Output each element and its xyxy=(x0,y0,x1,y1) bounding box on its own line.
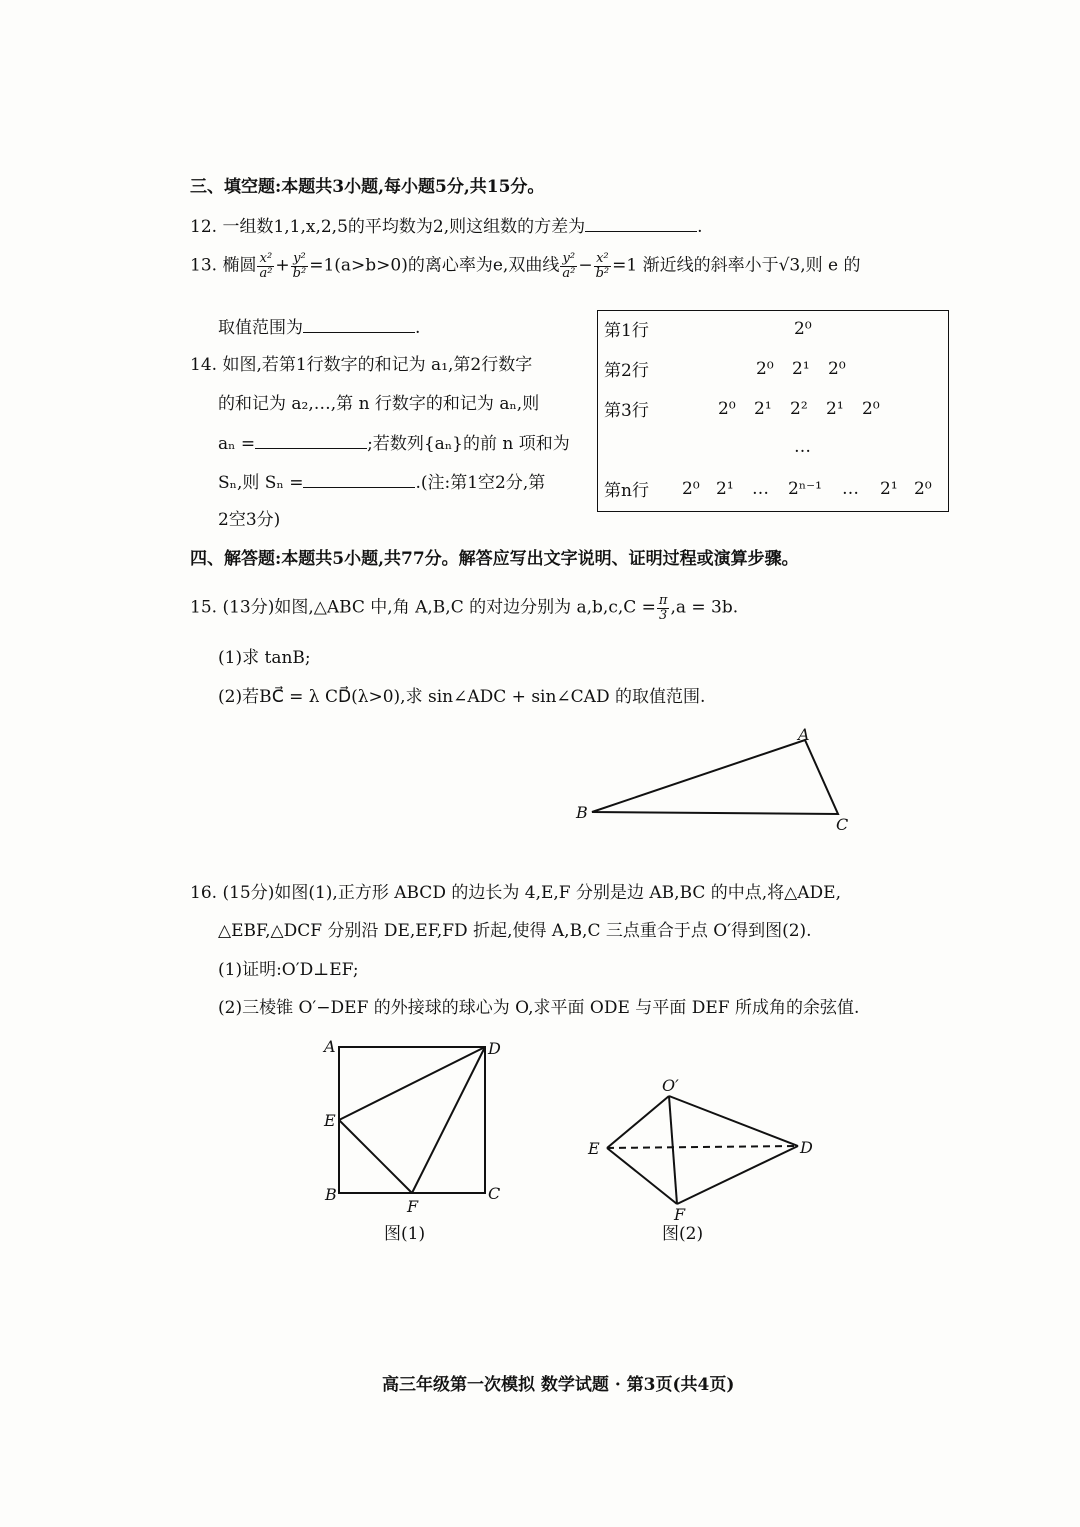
q16-part2: (2)三棱锥 O′−DEF 的外接球的球心为 O,求平面 ODE 与平面 DEF 所成角的余弦值. xyxy=(218,998,860,1018)
table-r3-c2: 2¹ xyxy=(754,399,772,419)
q15-part2: (2)若BC⃗ = λ CD⃗(λ>0),求 sin∠ADC + sin∠CAD 的取值范围. xyxy=(218,687,706,707)
q13-frac-2-num: y² xyxy=(291,252,309,267)
q13-frac-4 xyxy=(594,252,612,280)
q14-line2: 的和记为 a₂,…,第 n 行数字的和记为 aₙ,则 xyxy=(218,394,540,414)
q13-frac-3-den: a² xyxy=(562,265,576,281)
q15-frac-num: π xyxy=(658,593,668,608)
table-rn-c1: 2⁰ xyxy=(682,479,700,499)
q14-line4-b: .(注:第1空2分,第 xyxy=(415,473,546,493)
q14-line3-b: ;若数列{aₙ}的前 n 项和为 xyxy=(367,434,570,454)
table-rn-c3: … xyxy=(752,479,769,499)
table-row3-label: 第3行 xyxy=(604,401,649,421)
table-r3-c3: 2² xyxy=(790,399,808,419)
section-4-heading: 四、解答题:本题共5小题,共77分。解答应写出文字说明、证明过程或演算步骤。 xyxy=(190,549,799,569)
square-abcd xyxy=(339,1047,485,1193)
fig2-label-f: F xyxy=(674,1205,686,1222)
pascal-power-table xyxy=(597,310,949,512)
table-rn-c6: 2¹ xyxy=(880,479,898,499)
question-13 xyxy=(190,252,861,280)
q13-frac-2-den: b² xyxy=(292,265,307,281)
q13-plus: + xyxy=(275,255,290,276)
table-rn-c4: 2ⁿ⁻¹ xyxy=(788,479,822,499)
table-vertical-dots: … xyxy=(794,437,811,457)
q13-minus: − xyxy=(578,255,593,276)
fig1-label-a: A xyxy=(324,1037,336,1056)
table-rn-c7: 2⁰ xyxy=(914,479,932,499)
q12-text: 12. 一组数1,1,x,2,5的平均数为2,则这组数的方差为 xyxy=(190,217,586,237)
q13-frac-4-num: x² xyxy=(594,252,612,267)
q12-answer-blank xyxy=(585,217,697,232)
q13-frac-3-num: y² xyxy=(560,252,577,267)
q12-end: . xyxy=(697,217,703,237)
q15-part1: (1)求 tanB; xyxy=(218,648,311,668)
q13-answer-blank xyxy=(303,318,415,333)
q13-line2-text: 取值范围为 xyxy=(218,318,303,338)
fig1-label-d: D xyxy=(488,1039,501,1058)
question-12 xyxy=(190,217,703,236)
q13-line2 xyxy=(218,318,420,337)
q15-stem xyxy=(190,594,738,622)
table-r2-c3: 2⁰ xyxy=(828,359,846,379)
q16-line2: △EBF,△DCF 分别沿 DE,EF,FD 折起,使得 A,B,C 三点重合于点 O′得到图(2). xyxy=(218,921,812,941)
q16-line1: 16. (15分)如图(1),正方形 ABCD 的边长为 4,E,F 分别是边 AB,BC 的中点,将△ADE, xyxy=(190,883,841,903)
fig-label-b: B xyxy=(576,803,588,822)
fig-label-c: C xyxy=(836,815,849,834)
q13-part2: =1(a>b>0)的离心率为e,双曲线 xyxy=(309,255,560,276)
q14-line3-a: aₙ = xyxy=(218,434,256,454)
q13-frac-2 xyxy=(291,252,309,280)
fig1-label-f: F xyxy=(407,1197,419,1216)
q14-line4-a: Sₙ,则 Sₙ = xyxy=(218,473,304,493)
q13-frac-1-num: x² xyxy=(257,252,274,267)
q14-line4 xyxy=(218,473,545,492)
q16-figure-1-caption: 图(1) xyxy=(384,1224,426,1244)
q14-line3 xyxy=(218,434,570,453)
fig-label-a: A xyxy=(798,725,810,744)
fig1-label-e: E xyxy=(324,1111,336,1130)
table-r3-c5: 2⁰ xyxy=(862,399,880,419)
table-rn-c2: 2¹ xyxy=(716,479,734,499)
table-rn-c5: … xyxy=(842,479,859,499)
section-3-heading: 三、填空题:本题共3小题,每小题5分,共15分。 xyxy=(190,177,545,197)
q14-line1: 14. 如图,若第1行数字的和记为 a₁,第2行数字 xyxy=(190,355,533,375)
edge-od xyxy=(669,1096,798,1146)
edge-ed-hidden xyxy=(607,1146,798,1148)
fig2-label-o-prime: O′ xyxy=(662,1076,679,1095)
q15-stem-a: 15. (13分)如图,△ABC 中,角 A,B,C 的对边分别为 a,b,c,C = xyxy=(190,597,656,618)
q13-frac-4-den: b² xyxy=(595,265,610,281)
edge-ef xyxy=(607,1148,677,1204)
q14-answer-blank-1 xyxy=(255,434,367,449)
q13-frac-1 xyxy=(257,252,274,280)
table-r3-c1: 2⁰ xyxy=(718,399,736,419)
page-footer: 高三年级第一次模拟 数学试题 · 第3页(共4页) xyxy=(382,1375,735,1395)
table-row2-label: 第2行 xyxy=(604,361,649,381)
q16-figure-1-square xyxy=(318,1035,518,1220)
fig1-label-c: C xyxy=(488,1184,501,1203)
q15-frac xyxy=(657,594,670,622)
q15-frac-den: 3 xyxy=(659,607,668,623)
q13-part1: 13. 椭圆 xyxy=(190,255,257,276)
q13-frac-1-den: a² xyxy=(259,265,273,281)
table-r2-c1: 2⁰ xyxy=(756,359,774,379)
edge-oe xyxy=(607,1096,669,1148)
q14-answer-blank-2 xyxy=(303,473,415,488)
q16-part1: (1)证明:O′D⊥EF; xyxy=(218,960,359,980)
segment-ed xyxy=(339,1047,485,1120)
q13-part3: =1 渐近线的斜率小于√3,则 e 的 xyxy=(612,255,861,276)
fig1-label-b: B xyxy=(325,1185,337,1204)
edge-fd xyxy=(677,1146,798,1204)
q16-figure-2-caption: 图(2) xyxy=(662,1224,704,1244)
fig2-label-d: D xyxy=(800,1138,813,1157)
q15-triangle-figure xyxy=(570,722,860,837)
edge-of xyxy=(669,1096,677,1204)
q13-end: . xyxy=(415,318,421,338)
table-r3-c4: 2¹ xyxy=(826,399,844,419)
triangle-abc xyxy=(592,740,838,814)
table-r2-c2: 2¹ xyxy=(792,359,810,379)
q16-figure-2-pyramid xyxy=(582,1072,822,1222)
table-r1-c1: 2⁰ xyxy=(794,319,812,339)
segment-ef xyxy=(339,1120,412,1193)
table-rown-label: 第n行 xyxy=(604,481,649,501)
q14-line5: 2空3分) xyxy=(218,510,281,530)
q15-stem-b: ,a = 3b. xyxy=(670,597,739,618)
table-row1-label: 第1行 xyxy=(604,321,649,341)
fig2-label-e: E xyxy=(588,1139,600,1158)
q13-frac-3 xyxy=(560,252,577,280)
segment-fd xyxy=(412,1047,485,1193)
